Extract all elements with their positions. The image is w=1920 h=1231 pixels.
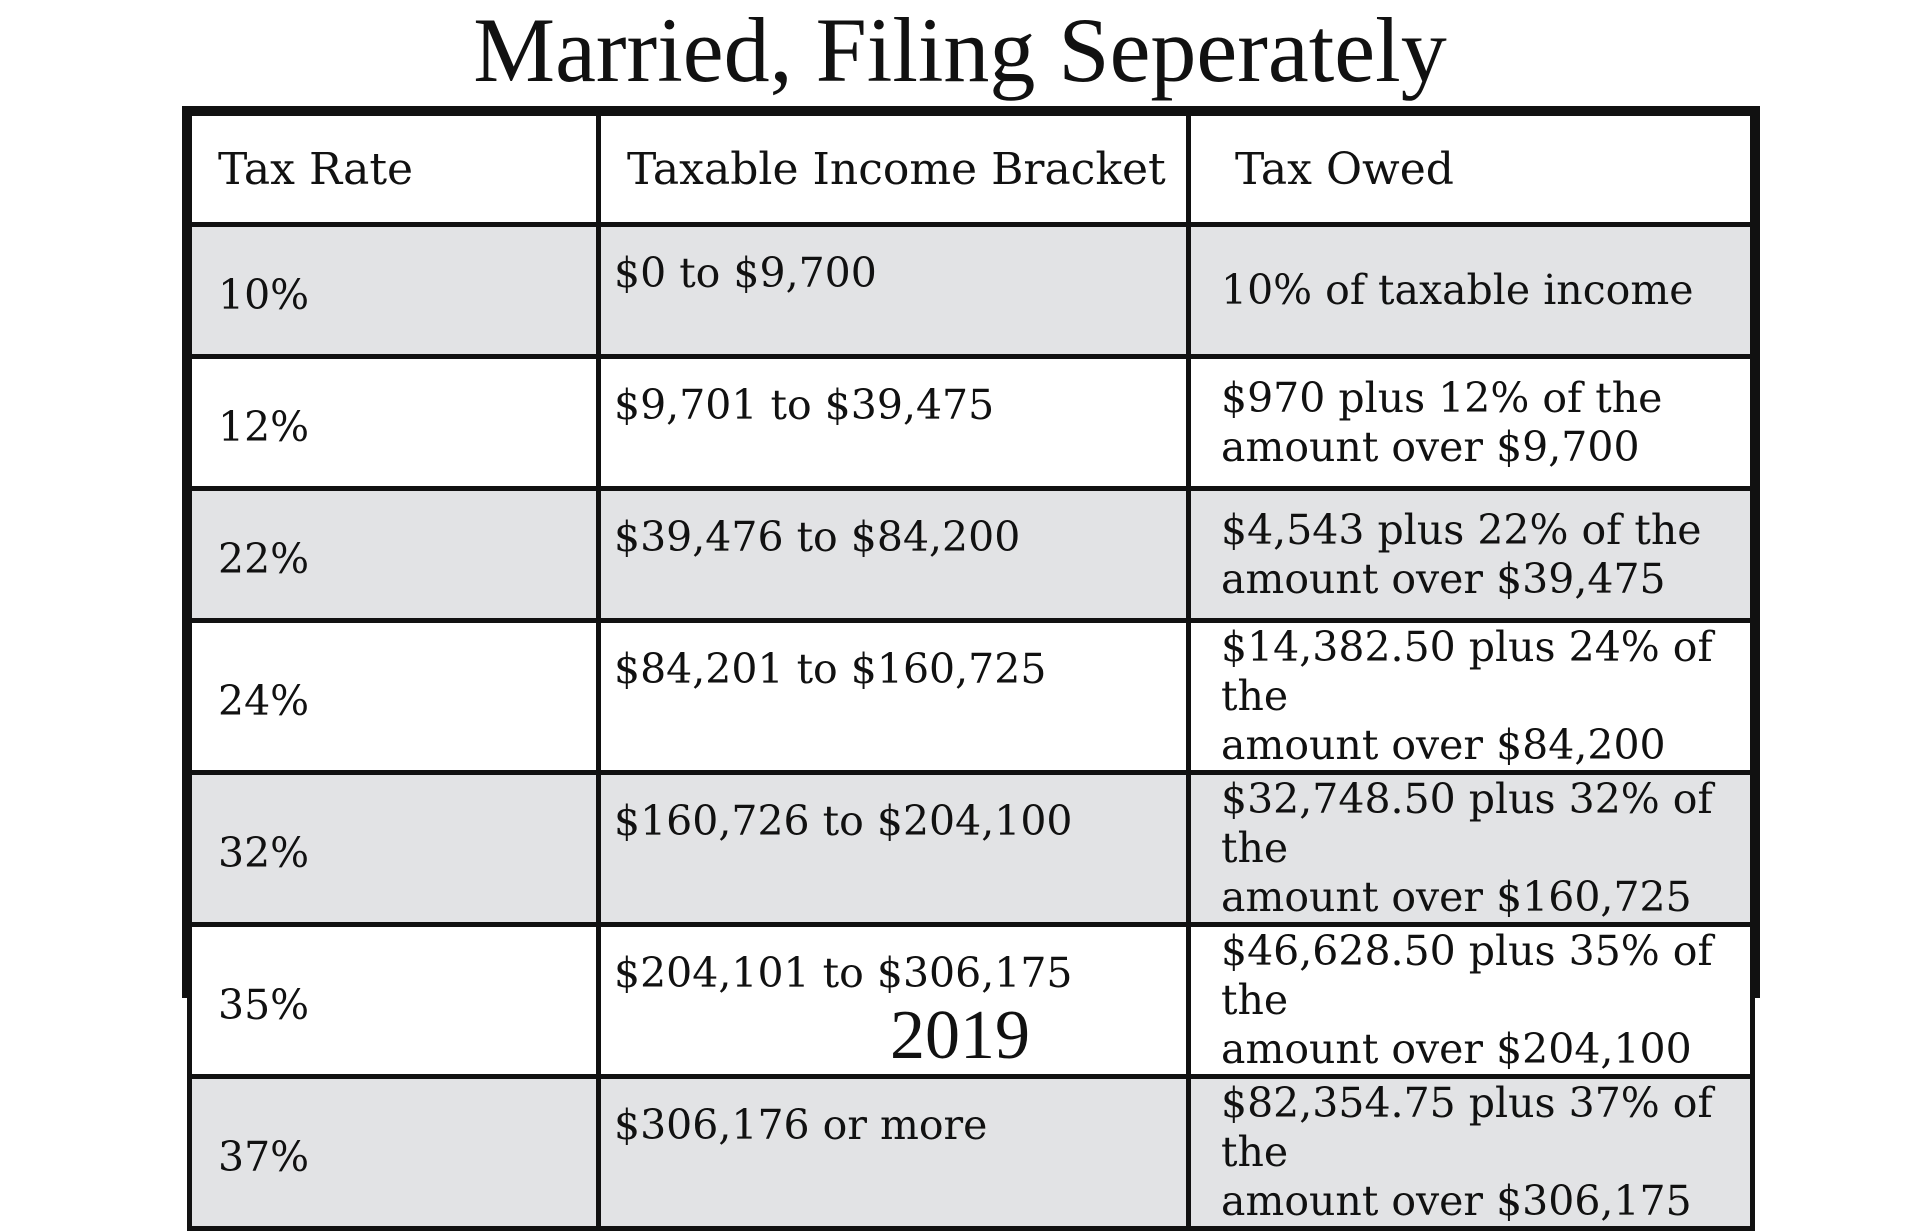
tax-owed-cell — [1189, 357, 1753, 489]
tax-owed-cell — [1189, 225, 1753, 357]
header-tax-rate: Tax Rate — [190, 114, 599, 225]
bracket-cell: $160,726 to $204,100 — [599, 773, 1189, 925]
tax-owed-cell — [1189, 773, 1753, 925]
rate-cell: 12% — [190, 357, 599, 489]
rate-cell: 22% — [190, 489, 599, 621]
bracket-cell: $204,101 to $306,175 — [599, 925, 1189, 1077]
table-row — [190, 621, 1753, 773]
tax-owed-line2: amount over $160,725 — [1221, 873, 1692, 921]
bracket-cell: $9,701 to $39,475 — [599, 357, 1189, 489]
bracket-cell: $84,201 to $160,725 — [599, 621, 1189, 773]
table-row — [190, 357, 1753, 489]
header-tax-owed: Tax Owed — [1189, 114, 1753, 225]
rate-cell: 24% — [190, 621, 599, 773]
rate-cell: 35% — [190, 925, 599, 1077]
tax-owed-line1: $14,382.50 plus 24% of the — [1221, 623, 1713, 720]
table-row — [190, 489, 1753, 621]
tax-owed-line2: amount over $39,475 — [1221, 554, 1666, 603]
table-row — [190, 1077, 1753, 1229]
header-taxable-income-bracket: Taxable Income Bracket — [599, 114, 1189, 225]
year-caption: 2019 — [890, 997, 1030, 1074]
bracket-cell: $39,476 to $84,200 — [599, 489, 1189, 621]
tax-owed-line1: $82,354.75 plus 37% of the — [1221, 1079, 1713, 1176]
tax-owed-line1: $32,748.50 plus 32% of the — [1221, 775, 1713, 872]
table-row — [190, 773, 1753, 925]
rate-cell: 32% — [190, 773, 599, 925]
tax-owed-cell — [1189, 1077, 1753, 1229]
tax-owed-line1: $4,543 plus 22% of the — [1221, 505, 1702, 554]
bracket-cell: $0 to $9,700 — [599, 225, 1189, 357]
tax-owed-cell — [1189, 621, 1753, 773]
tax-owed-line2: amount over $84,200 — [1221, 721, 1666, 769]
bracket-cell: $306,176 or more — [599, 1077, 1189, 1229]
tax-owed-line2: amount over $9,700 — [1221, 422, 1640, 471]
rate-cell: 37% — [190, 1077, 599, 1229]
rate-cell: 10% — [190, 225, 599, 357]
tax-owed-line1: $970 plus 12% of the — [1221, 373, 1663, 422]
tax-owed-line2: amount over $204,100 — [1221, 1025, 1692, 1073]
page-title: Married, Filing Seperately — [473, 0, 1447, 101]
table-row — [190, 225, 1753, 357]
table-header-row — [190, 114, 1753, 225]
tax-owed-line1: 10% of taxable income — [1221, 266, 1694, 314]
tax-owed-line1: $46,628.50 plus 35% of the — [1221, 927, 1713, 1024]
tax-owed-cell — [1189, 489, 1753, 621]
tax-owed-line2: amount over $306,175 — [1221, 1177, 1692, 1225]
